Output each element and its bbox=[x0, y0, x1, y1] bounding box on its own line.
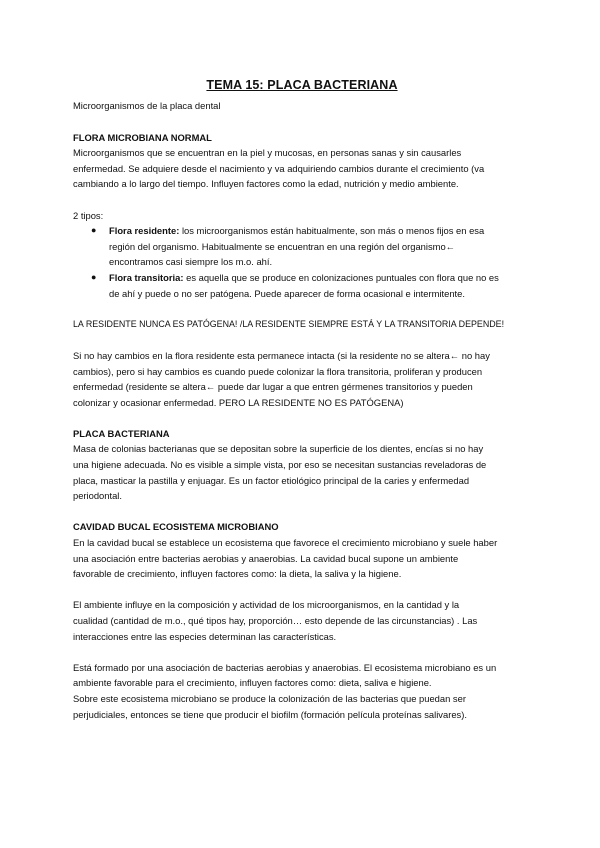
placa-line: una higiene adecuada. No es visible a simple vista, por eso se necesitan sustancias reveladoras de bbox=[73, 459, 487, 471]
cavidad-line: En la cavidad bucal se establece un ecosistema que favorece el crecimiento microbiano y suele haber bbox=[73, 537, 498, 549]
placa-line: placa, masticar la pastilla y enjuagar. Es un factor etiológico principal de la caries y enfermedad bbox=[73, 474, 470, 486]
list-item bbox=[91, 223, 531, 270]
heading-flora-normal: FLORA MICROBIANA NORMAL bbox=[73, 131, 212, 143]
bullet-icon: ● bbox=[91, 271, 97, 282]
page-title: TEMA 15: PLACA BACTERIANA bbox=[206, 78, 398, 92]
cavidad-line: ambiente favorable para el crecimiento, influyen factores como: dieta, saliva e higiene. bbox=[73, 677, 432, 689]
flora-normal-line: cambiando a lo largo del tiempo. Influyen factores como la edad, nutrición y medio ambiente. bbox=[73, 178, 459, 190]
cambios-line: colonizar y ocasionar enfermedad. PERO LA RESIDENTE NO ES PATÓGENA) bbox=[73, 396, 404, 408]
item-text: los microorganismos están habitualmente, son más o menos fijos en esa bbox=[179, 225, 485, 237]
cambios-line: enfermedad (residente se altera← puede dar lugar a que entren gérmenes transitorios y pueden bbox=[73, 381, 473, 393]
cambios-line: cambios), pero si hay cambios es cuando puede colonizar la flora transitoria, proliferan y producen bbox=[73, 365, 483, 377]
item-text: es aquella que se produce en colonizaciones puntuales con flora que no es bbox=[183, 271, 499, 283]
cavidad-line: Está formado por una asociación de bacterias aerobias y anaerobias. El ecosistema microbiano es un bbox=[73, 661, 497, 673]
item-text: encontramos casi siempre los m.o. ahí. bbox=[109, 256, 273, 268]
cavidad-line: perjudiciales, entonces se tiene que producir el biofilm (formación película proteínas salivares). bbox=[73, 708, 467, 720]
subtitle: Microorganismos de la placa dental bbox=[73, 100, 221, 111]
residente-note: LA RESIDENTE NUNCA ES PATÓGENA! /LA RESIDENTE SIEMPRE ESTÁ Y LA TRANSITORIA DEPENDE! bbox=[73, 318, 505, 329]
cavidad-line: El ambiente influye en la composición y actividad de los microorganismos, en la cantidad y la bbox=[73, 599, 460, 611]
heading-cavidad: CAVIDAD BUCAL ECOSISTEMA MICROBIANO bbox=[73, 521, 279, 533]
cavidad-line: una asociación entre bacterias aerobias y anaerobias. La cavidad bucal supone un ambiente bbox=[73, 552, 459, 564]
placa-line: Masa de colonias bacterianas que se depositan sobre la superficie de los dientes, encías si no hay bbox=[73, 443, 484, 455]
flora-normal-line: Microorganismos que se encuentran en la piel y mucosas, en personas sanas y sin causarles bbox=[73, 147, 462, 159]
cavidad-line: favorable de crecimiento, influyen factores como: la dieta, la saliva y la higiene. bbox=[73, 568, 402, 580]
item-text: región del organismo. Habitualmente se encuentran en una región del organismo← bbox=[109, 240, 456, 252]
document-page bbox=[73, 78, 531, 722]
cavidad-line: Sobre este ecosistema microbiano se produce la colonización de las bacterias que puedan ser bbox=[73, 692, 466, 704]
heading-placa: PLACA BACTERIANA bbox=[73, 427, 170, 439]
item-label: Flora residente: bbox=[109, 225, 180, 237]
flora-normal-line: enfermedad. Se adquiere desde el nacimiento y va adquiriendo cambios durante el crecimiento (va bbox=[73, 162, 485, 174]
tipos-list bbox=[73, 223, 531, 301]
cavidad-line: interacciones entre las especies determinan las características. bbox=[73, 630, 337, 642]
item-label: Flora transitoria: bbox=[109, 271, 184, 283]
item-text: de ahí y puede o no ser patógena. Puede aparecer de forma ocasional e intermitente. bbox=[109, 287, 465, 299]
tipos-intro: 2 tipos: bbox=[73, 209, 104, 221]
list-item bbox=[91, 270, 531, 301]
placa-line: periodontal. bbox=[73, 490, 122, 502]
cambios-line: Si no hay cambios en la flora residente esta permanece intacta (si la residente no se altera← no hay bbox=[73, 349, 490, 361]
cavidad-line: cualidad (cantidad de m.o., qué tipos hay, proporción… esto depende de las circunstancias) . Las bbox=[73, 615, 478, 626]
bullet-icon: ● bbox=[91, 225, 97, 236]
